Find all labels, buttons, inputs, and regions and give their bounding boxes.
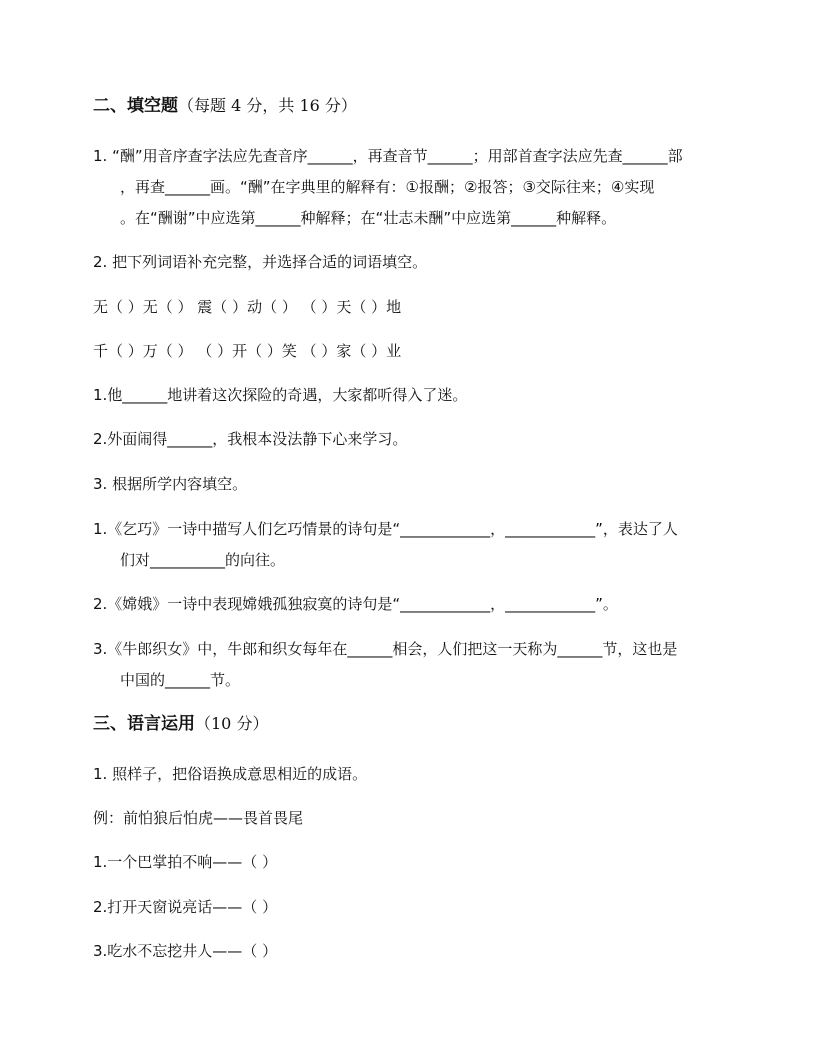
q3-item-1-line-1: 1.《乞巧》一诗中描写人们乞巧情景的诗句是“____________，____________”，表达了人 — [93, 520, 678, 538]
q3-item-3-line-1: 3.《牛郎织女》中，牛郎和织女每年在______相会，人们把这一天称为______节，这也是 — [93, 640, 678, 658]
q4-prompt: 1. 照样子，把俗语换成意思相近的成语。 — [93, 765, 368, 783]
q4-item-2: 2.打开天窗说亮话——（ ） — [93, 898, 278, 916]
q1-line-3: 。在“酬谢”中应选第______种解释；在“壮志未酬”中应选第______种解释。 — [120, 209, 617, 227]
q4-example: 例：前怕狼后怕虎——畏首畏尾 — [93, 809, 304, 827]
q2-words-row-2: 千（ ）万（ ） （ ）开（ ）笑 （ ）家（ ）业 — [93, 342, 402, 360]
q2-sentence-2: 2.外面闹得______，我根本没法静下心来学习。 — [93, 430, 408, 448]
q3-prompt: 3. 根据所学内容填空。 — [93, 475, 248, 493]
q2-sentence-1: 1.他______地讲着这次探险的奇遇，大家都听得入了迷。 — [93, 386, 468, 404]
q3-item-1-line-2: 们对__________的向往。 — [120, 551, 286, 569]
section-2-score-note: （每题 4 分，共 16 分） — [178, 96, 357, 115]
q3-item-3-line-2: 中国的______节。 — [120, 671, 241, 689]
section-3-title: 三、语言运用 — [93, 714, 195, 734]
section-3-heading — [93, 714, 268, 734]
q2-words-row-1: 无（ ）无（ ） 震（ ）动（ ） （ ）天（ ）地 — [93, 298, 402, 316]
section-3-score-note: （10 分） — [195, 714, 269, 733]
q1-line-2: ，再查______画。“酬”在字典里的解释有：①报酬；②报答；③交际往来；④实现 — [120, 178, 655, 196]
q4-item-1: 1.一个巴掌拍不响——（ ） — [93, 853, 278, 871]
q3-item-2: 2.《嫦娥》一诗中表现嫦娥孤独寂寞的诗句是“____________，____________”。 — [93, 595, 618, 613]
q2-prompt: 2. 把下列词语补充完整，并选择合适的词语填空。 — [93, 253, 428, 271]
section-2-title: 二、填空题 — [93, 96, 178, 116]
q4-item-3: 3.吃水不忘挖井人——（ ） — [93, 942, 278, 960]
section-2-heading — [93, 96, 357, 116]
q1-line-1: 1. “酬”用音序查字法应先查音序______，再查音节______；用部首查字法应先查______部 — [93, 147, 683, 165]
